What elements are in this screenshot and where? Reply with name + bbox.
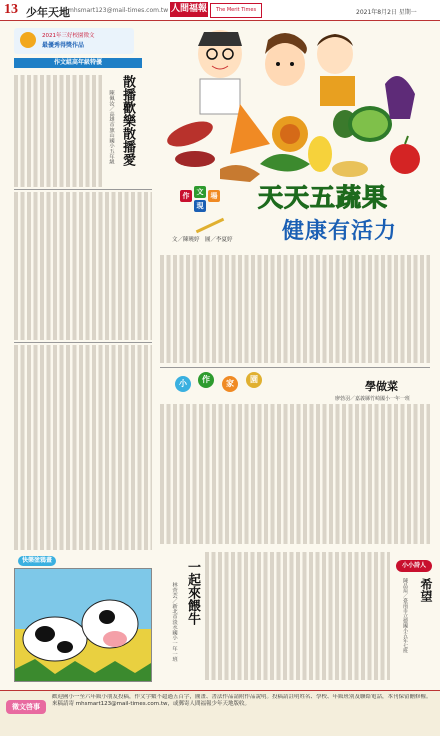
story-text-block bbox=[160, 404, 430, 544]
badge-char: 場 bbox=[208, 190, 220, 202]
art-label: 快樂塗鴉畫 bbox=[18, 556, 56, 566]
section-email: mhsmart123@mail-times.com.tw bbox=[68, 7, 169, 14]
column-divider bbox=[14, 342, 152, 343]
feature-title: 天天五蔬果 bbox=[258, 183, 389, 212]
section-title: 少年天地 bbox=[26, 6, 70, 19]
banner-line1: 2021年三好校園徵文 bbox=[42, 33, 95, 39]
newspaper-logo-en: The Merit Times bbox=[210, 3, 262, 18]
category-ribbon: 作文組高年級特優 bbox=[14, 58, 142, 68]
art-title: 一起來餵牛 bbox=[185, 560, 200, 625]
essay-title: 散播歡樂散播愛 bbox=[120, 75, 135, 166]
poem-byline: 廖勃羽／嘉義縣竹崎國小一年一班 bbox=[335, 396, 411, 402]
cow-drawing bbox=[15, 569, 151, 681]
little-poem-byline: 陳品瑄／臺南市立德國小五年七班 bbox=[402, 578, 408, 653]
circle-char: 作 bbox=[198, 372, 214, 388]
feature-badge bbox=[180, 186, 220, 222]
banner-line2: 最優秀得獎作品 bbox=[42, 42, 85, 49]
column-divider bbox=[14, 189, 152, 190]
newspaper-logo: 人間福報 bbox=[170, 2, 208, 17]
feature-credit: 文／陳曉婷 圖／李夏婷 bbox=[172, 237, 233, 243]
poem-label: 小小詩人 bbox=[396, 560, 432, 572]
essay-byline: 陳佩汝／高雄市旗山國小五年級 bbox=[108, 90, 114, 165]
badge-char: 文 bbox=[194, 186, 206, 198]
footer-text: 歡迎國小一至六年級小朋友投稿，作文字數不超過五百字，圖畫、書法作品請附作品說明。投稿請註明姓名、學校、年級班別及聯絡電話，本刊保留刪修權。來稿請寄 mhsmart123@mail-times.com.tw，或郵寄人間福報少年天地版收。 bbox=[52, 694, 432, 707]
little-poet-text bbox=[205, 552, 390, 680]
art-byline: 林萱芸／新北市淡水國小一年一班 bbox=[171, 582, 177, 662]
circle-char: 園 bbox=[246, 372, 262, 388]
feature-subtitle: 健康有活力 bbox=[282, 219, 398, 244]
essay-text-block bbox=[14, 345, 152, 550]
essay-text-block bbox=[14, 192, 152, 340]
circle-char: 家 bbox=[222, 376, 238, 392]
page-number: 13 bbox=[4, 2, 18, 17]
essay-text-block bbox=[14, 75, 102, 187]
sun-icon bbox=[20, 32, 36, 48]
little-poem-title: 希望 bbox=[419, 578, 433, 602]
circle-char: 小 bbox=[175, 376, 191, 392]
badge-char: 作 bbox=[180, 190, 192, 202]
feature-text-block bbox=[160, 255, 430, 363]
art-frame bbox=[14, 568, 152, 682]
footer-label: 徵文啓事 bbox=[6, 700, 46, 714]
badge-char: 現 bbox=[194, 200, 206, 212]
feature-illustration bbox=[160, 24, 430, 184]
column-divider bbox=[160, 367, 430, 368]
issue-date: 2021年8月2日 星期一 bbox=[356, 9, 417, 16]
vegetables-illustration bbox=[160, 24, 430, 184]
poem-title: 學做菜 bbox=[365, 380, 398, 393]
